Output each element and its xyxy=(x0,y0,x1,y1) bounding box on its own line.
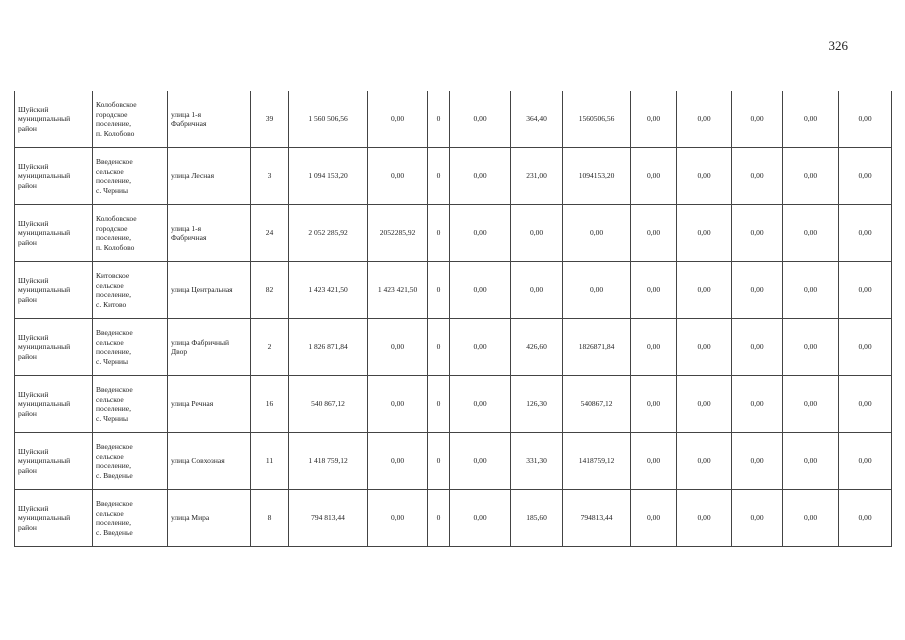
value-cell-6: 0,00 xyxy=(631,376,677,433)
district-cell xyxy=(15,91,93,148)
value-cell-5: 1560506,56 xyxy=(563,91,631,148)
value-cell-1: 0,00 xyxy=(368,148,428,205)
value-cell-6: 0,00 xyxy=(631,319,677,376)
cell-line: городское xyxy=(96,109,128,119)
table-row xyxy=(15,376,892,433)
cell-line: Фабричная xyxy=(171,233,207,242)
value-cell-9: 0,00 xyxy=(783,262,839,319)
cell-line: Двор xyxy=(171,347,188,356)
cell-line: муниципальный xyxy=(18,228,71,238)
value-cell-2: 0 xyxy=(428,376,450,433)
value-cell-10: 0,00 xyxy=(839,490,892,547)
value-cell-1: 0,00 xyxy=(368,319,428,376)
value-cell-7: 0,00 xyxy=(677,148,732,205)
cell-line: улица Речная xyxy=(171,399,214,409)
value-cell-8: 0,00 xyxy=(732,91,783,148)
value-cell-10: 0,00 xyxy=(839,91,892,148)
district-cell xyxy=(15,433,93,490)
cell-line: Шуйский xyxy=(18,104,49,114)
area-cell: 426,60 xyxy=(511,319,563,376)
house-number-cell: 39 xyxy=(251,91,289,148)
value-cell-1: 0,00 xyxy=(368,490,428,547)
value-cell-10: 0,00 xyxy=(839,319,892,376)
cell-line: Шуйский xyxy=(18,275,49,285)
cell-line: поселение, xyxy=(96,518,132,527)
cell-line: муниципальный xyxy=(18,513,71,523)
cell-line: улица Фабричный xyxy=(171,337,230,347)
value-cell-6: 0,00 xyxy=(631,91,677,148)
cell-line: сельское xyxy=(96,451,124,461)
table-row xyxy=(15,319,892,376)
cell-line: поселение, xyxy=(96,233,132,242)
cell-line: п. Колобово xyxy=(96,128,135,138)
cell-line: Введенское xyxy=(96,499,133,508)
cell-line: муниципальный xyxy=(18,456,71,466)
value-cell-5: 1094153,20 xyxy=(563,148,631,205)
value-cell-2: 0 xyxy=(428,205,450,262)
cell-line: с. Китово xyxy=(96,299,127,309)
table-row xyxy=(15,148,892,205)
settlement-cell xyxy=(93,91,168,148)
cell-line: район xyxy=(18,351,37,361)
value-cell-7: 0,00 xyxy=(677,91,732,148)
value-cell-9: 0,00 xyxy=(783,148,839,205)
area-cell: 0,00 xyxy=(511,262,563,319)
cell-line: п. Колобово xyxy=(96,242,135,252)
street-cell xyxy=(168,490,251,547)
value-cell-1: 2052285,92 xyxy=(368,205,428,262)
value-cell-7: 0,00 xyxy=(677,319,732,376)
settlement-cell xyxy=(93,262,168,319)
cell-line: муниципальный xyxy=(18,285,71,295)
cell-line: с. Введенье xyxy=(96,527,133,537)
value-cell-6: 0,00 xyxy=(631,262,677,319)
value-cell-2: 0 xyxy=(428,319,450,376)
cell-line: улица 1-я xyxy=(171,109,202,119)
value-cell-2: 0 xyxy=(428,91,450,148)
district-cell xyxy=(15,319,93,376)
cell-line: Введенское xyxy=(96,385,133,394)
total-cost-cell: 1 094 153,20 xyxy=(289,148,368,205)
value-cell-5: 1826871,84 xyxy=(563,319,631,376)
cell-line: улица Лесная xyxy=(171,171,215,181)
cell-line: район xyxy=(18,408,37,418)
value-cell-3: 0,00 xyxy=(450,490,511,547)
cell-line: муниципальный xyxy=(18,171,71,181)
value-cell-6: 0,00 xyxy=(631,205,677,262)
total-cost-cell: 1 418 759,12 xyxy=(289,433,368,490)
cell-line: район xyxy=(18,180,37,190)
settlement-cell xyxy=(93,376,168,433)
area-cell: 0,00 xyxy=(511,205,563,262)
cell-line: улица Совхозная xyxy=(171,456,225,466)
cell-line: муниципальный xyxy=(18,342,71,352)
value-cell-5: 794813,44 xyxy=(563,490,631,547)
settlement-cell xyxy=(93,148,168,205)
cell-line: поселение, xyxy=(96,461,132,470)
total-cost-cell: 2 052 285,92 xyxy=(289,205,368,262)
total-cost-cell: 794 813,44 xyxy=(289,490,368,547)
district-cell xyxy=(15,262,93,319)
cell-line: Введенское xyxy=(96,157,133,166)
cell-line: сельское xyxy=(96,337,124,347)
cell-line: Китовское xyxy=(96,271,130,280)
table-row xyxy=(15,433,892,490)
value-cell-2: 0 xyxy=(428,262,450,319)
value-cell-2: 0 xyxy=(428,490,450,547)
value-cell-3: 0,00 xyxy=(450,319,511,376)
value-cell-5: 540867,12 xyxy=(563,376,631,433)
value-cell-7: 0,00 xyxy=(677,262,732,319)
value-cell-1: 1 423 421,50 xyxy=(368,262,428,319)
value-cell-1: 0,00 xyxy=(368,376,428,433)
value-cell-1: 0,00 xyxy=(368,91,428,148)
cell-line: Шуйский xyxy=(18,389,49,399)
cell-line: улица 1-я xyxy=(171,223,202,233)
street-cell xyxy=(168,433,251,490)
value-cell-9: 0,00 xyxy=(783,319,839,376)
value-cell-5: 1418759,12 xyxy=(563,433,631,490)
area-cell: 126,30 xyxy=(511,376,563,433)
cell-line: Шуйский xyxy=(18,446,49,456)
table-row xyxy=(15,490,892,547)
cell-line: с. Введенье xyxy=(96,470,133,480)
value-cell-3: 0,00 xyxy=(450,91,511,148)
table-body xyxy=(15,91,892,547)
cell-line: район xyxy=(18,465,37,475)
value-cell-5: 0,00 xyxy=(563,205,631,262)
value-cell-8: 0,00 xyxy=(732,205,783,262)
value-cell-7: 0,00 xyxy=(677,205,732,262)
value-cell-2: 0 xyxy=(428,433,450,490)
value-cell-6: 0,00 xyxy=(631,433,677,490)
cell-line: район xyxy=(18,123,37,133)
cell-line: сельское xyxy=(96,394,124,404)
value-cell-8: 0,00 xyxy=(732,262,783,319)
house-number-cell: 2 xyxy=(251,319,289,376)
cell-line: поселение, xyxy=(96,119,132,128)
cell-line: Шуйский xyxy=(18,161,49,171)
cell-line: район xyxy=(18,522,37,532)
cell-line: с. Черниы xyxy=(96,356,129,366)
cell-line: Колобовское xyxy=(96,214,137,223)
cell-line: Введенское xyxy=(96,328,133,337)
street-cell xyxy=(168,262,251,319)
settlement-cell xyxy=(93,490,168,547)
value-cell-10: 0,00 xyxy=(839,148,892,205)
cell-line: район xyxy=(18,294,37,304)
settlement-cell xyxy=(93,319,168,376)
area-cell: 231,00 xyxy=(511,148,563,205)
cell-line: поселение, xyxy=(96,404,132,413)
cell-line: с. Черниы xyxy=(96,185,129,195)
district-cell xyxy=(15,376,93,433)
value-cell-3: 0,00 xyxy=(450,148,511,205)
value-cell-8: 0,00 xyxy=(732,490,783,547)
value-cell-6: 0,00 xyxy=(631,490,677,547)
value-cell-3: 0,00 xyxy=(450,376,511,433)
cell-line: Шуйский xyxy=(18,218,49,228)
cell-line: сельское xyxy=(96,508,124,518)
value-cell-7: 0,00 xyxy=(677,376,732,433)
housing-table xyxy=(14,91,892,547)
value-cell-3: 0,00 xyxy=(450,205,511,262)
value-cell-9: 0,00 xyxy=(783,91,839,148)
house-number-cell: 24 xyxy=(251,205,289,262)
cell-line: сельское xyxy=(96,166,124,176)
street-cell xyxy=(168,148,251,205)
house-number-cell: 8 xyxy=(251,490,289,547)
table-row xyxy=(15,205,892,262)
cell-line: Колобовское xyxy=(96,100,137,109)
area-cell: 364,40 xyxy=(511,91,563,148)
cell-line: улица Мира xyxy=(171,513,210,523)
cell-line: поселение, xyxy=(96,176,132,185)
value-cell-1: 0,00 xyxy=(368,433,428,490)
street-cell xyxy=(168,376,251,433)
value-cell-10: 0,00 xyxy=(839,262,892,319)
page-number: 326 xyxy=(828,38,848,53)
cell-line: район xyxy=(18,237,37,247)
area-cell: 331,30 xyxy=(511,433,563,490)
table-row xyxy=(15,91,892,148)
value-cell-9: 0,00 xyxy=(783,205,839,262)
value-cell-5: 0,00 xyxy=(563,262,631,319)
house-number-cell: 11 xyxy=(251,433,289,490)
settlement-cell xyxy=(93,205,168,262)
value-cell-9: 0,00 xyxy=(783,490,839,547)
district-cell xyxy=(15,490,93,547)
total-cost-cell: 1 826 871,84 xyxy=(289,319,368,376)
value-cell-10: 0,00 xyxy=(839,433,892,490)
value-cell-10: 0,00 xyxy=(839,205,892,262)
district-cell xyxy=(15,205,93,262)
value-cell-9: 0,00 xyxy=(783,376,839,433)
settlement-cell xyxy=(93,433,168,490)
total-cost-cell: 540 867,12 xyxy=(289,376,368,433)
cell-line: муниципальный xyxy=(18,114,71,124)
value-cell-9: 0,00 xyxy=(783,433,839,490)
house-number-cell: 82 xyxy=(251,262,289,319)
cell-line: сельское xyxy=(96,280,124,290)
street-cell xyxy=(168,319,251,376)
value-cell-7: 0,00 xyxy=(677,433,732,490)
cell-line: улица Центральная xyxy=(171,285,233,295)
value-cell-8: 0,00 xyxy=(732,433,783,490)
cell-line: поселение, xyxy=(96,290,132,299)
cell-line: Введенское xyxy=(96,442,133,451)
house-number-cell: 3 xyxy=(251,148,289,205)
value-cell-8: 0,00 xyxy=(732,148,783,205)
street-cell xyxy=(168,91,251,148)
district-cell xyxy=(15,148,93,205)
cell-line: с. Черниы xyxy=(96,413,129,423)
cell-line: Фабричная xyxy=(171,119,207,128)
value-cell-10: 0,00 xyxy=(839,376,892,433)
value-cell-6: 0,00 xyxy=(631,148,677,205)
area-cell: 185,60 xyxy=(511,490,563,547)
value-cell-3: 0,00 xyxy=(450,433,511,490)
value-cell-8: 0,00 xyxy=(732,376,783,433)
street-cell xyxy=(168,205,251,262)
total-cost-cell: 1 560 506,56 xyxy=(289,91,368,148)
cell-line: поселение, xyxy=(96,347,132,356)
table-row xyxy=(15,262,892,319)
house-number-cell: 16 xyxy=(251,376,289,433)
total-cost-cell: 1 423 421,50 xyxy=(289,262,368,319)
cell-line: муниципальный xyxy=(18,399,71,409)
cell-line: Шуйский xyxy=(18,503,49,513)
value-cell-3: 0,00 xyxy=(450,262,511,319)
value-cell-8: 0,00 xyxy=(732,319,783,376)
value-cell-2: 0 xyxy=(428,148,450,205)
value-cell-7: 0,00 xyxy=(677,490,732,547)
cell-line: Шуйский xyxy=(18,332,49,342)
cell-line: городское xyxy=(96,223,128,233)
